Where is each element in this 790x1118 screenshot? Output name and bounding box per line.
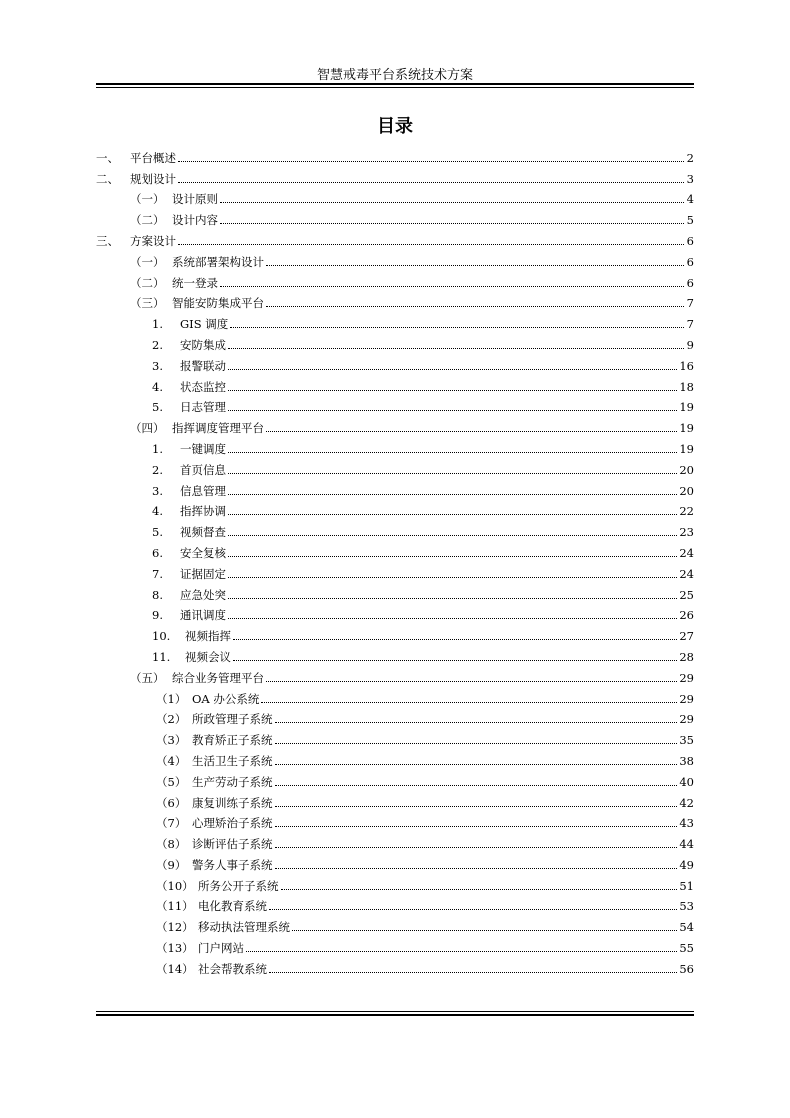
toc-entry-number: 2. [152, 462, 163, 477]
toc-entry-page: 2 [686, 150, 694, 165]
toc-dot-leader [266, 306, 684, 307]
toc-entry-page: 6 [686, 275, 694, 290]
toc-entry-number: 1. [152, 317, 163, 332]
toc-entry-number: （2） [156, 712, 187, 727]
toc-dot-leader [233, 660, 677, 661]
toc-entry-page: 5 [686, 213, 694, 228]
toc-entry-label: 诊断评估子系统 [192, 837, 273, 852]
toc-entry[interactable] [96, 894, 694, 915]
toc-entry-label: 指挥协调 [180, 504, 226, 519]
toc-entry[interactable] [96, 228, 694, 249]
toc-entry[interactable] [96, 249, 694, 270]
toc-entry[interactable] [96, 166, 694, 187]
toc-entry-page: 24 [679, 545, 694, 560]
toc-entry[interactable] [96, 187, 694, 208]
toc-entry-page: 26 [679, 608, 694, 623]
toc-entry-label: 视频督查 [180, 525, 226, 540]
toc-list [96, 145, 694, 977]
toc-entry-number: 3. [152, 358, 163, 373]
page-header-title: 智慧戒毒平台系统技术方案 [316, 68, 473, 83]
toc-entry-label: 警务人事子系统 [192, 857, 273, 872]
toc-entry-page: 56 [679, 961, 694, 976]
toc-entry-label: 一键调度 [180, 441, 226, 456]
toc-entry-page: 19 [679, 441, 694, 456]
toc-entry-number: 11. [152, 649, 171, 664]
toc-entry-number: 二、 [96, 171, 119, 186]
toc-entry[interactable] [96, 769, 694, 790]
toc-entry-number: （二） [130, 275, 165, 290]
toc-entry-number: （一） [130, 192, 165, 207]
toc-dot-leader [266, 265, 684, 266]
toc-entry[interactable] [96, 748, 694, 769]
footer-rule-thick [96, 1014, 694, 1016]
toc-entry-number: 三、 [96, 233, 119, 248]
toc-entry[interactable] [96, 623, 694, 644]
toc-entry-number: （1） [156, 691, 187, 706]
toc-entry-label: 日志管理 [180, 400, 226, 415]
toc-entry-number: 4. [152, 379, 163, 394]
toc-entry[interactable] [96, 935, 694, 956]
toc-entry-page: 18 [679, 379, 694, 394]
toc-entry-label: 康复训练子系统 [192, 795, 273, 810]
toc-entry[interactable] [96, 519, 694, 540]
toc-entry[interactable] [96, 686, 694, 707]
toc-dot-leader [228, 452, 677, 453]
toc-entry-number: 10. [152, 629, 171, 644]
toc-dot-leader [275, 743, 678, 744]
toc-entry[interactable] [96, 311, 694, 332]
toc-dot-leader [233, 639, 677, 640]
toc-dot-leader [228, 348, 684, 349]
toc-entry-label: 门户网站 [198, 941, 244, 956]
toc-entry[interactable] [96, 436, 694, 457]
toc-entry-page: 38 [679, 753, 694, 768]
toc-entry[interactable] [96, 499, 694, 520]
toc-entry-label: 视频会议 [185, 649, 231, 664]
toc-dot-leader [228, 410, 677, 411]
toc-entry-label: OA 办公系统 [192, 691, 260, 706]
toc-entry-number: （二） [130, 213, 165, 228]
toc-entry-page: 25 [679, 587, 694, 602]
toc-entry-page: 19 [679, 421, 694, 436]
toc-entry-label: 视频指挥 [185, 629, 231, 644]
toc-entry-page: 24 [679, 566, 694, 581]
toc-entry-number: 8. [152, 587, 163, 602]
toc-entry-label: 教育矫正子系统 [192, 733, 273, 748]
header-rule-thin [96, 87, 694, 88]
toc-entry-label: 智能安防集成平台 [172, 296, 264, 311]
toc-entry[interactable] [96, 270, 694, 291]
toc-entry-page: 29 [679, 712, 694, 727]
toc-entry-page: 28 [679, 649, 694, 664]
header-rule-thick [96, 83, 694, 85]
toc-entry-label: GIS 调度 [180, 317, 229, 332]
toc-entry-page: 42 [679, 795, 694, 810]
toc-entry-label: 方案设计 [130, 233, 176, 248]
toc-entry-page: 40 [679, 774, 694, 789]
toc-entry-page: 27 [679, 629, 694, 644]
toc-entry-label: 通讯调度 [180, 608, 226, 623]
toc-entry-page: 54 [679, 920, 694, 935]
toc-entry-label: 首页信息 [180, 462, 226, 477]
toc-entry-page: 6 [686, 233, 694, 248]
toc-entry-label: 证据固定 [180, 566, 226, 581]
toc-dot-leader [269, 909, 677, 910]
toc-entry-number: （一） [130, 254, 165, 269]
toc-entry[interactable] [96, 811, 694, 832]
toc-entry-label: 报警联动 [180, 358, 226, 373]
toc-entry-number: 6. [152, 545, 163, 560]
toc-entry-label: 心理矫治子系统 [192, 816, 273, 831]
toc-entry[interactable] [96, 415, 694, 436]
toc-dot-leader [275, 826, 678, 827]
toc-entry-number: （8） [156, 837, 187, 852]
toc-entry-label: 指挥调度管理平台 [172, 421, 264, 436]
toc-entry[interactable] [96, 727, 694, 748]
toc-dot-leader [228, 473, 677, 474]
toc-entry[interactable] [96, 540, 694, 561]
toc-entry[interactable] [96, 707, 694, 728]
toc-entry[interactable] [96, 831, 694, 852]
toc-entry-number: （11） [156, 899, 194, 914]
toc-entry[interactable] [96, 332, 694, 353]
toc-dot-leader [228, 390, 677, 391]
toc-entry[interactable] [96, 207, 694, 228]
toc-dot-leader [269, 972, 677, 973]
toc-entry-page: 9 [686, 337, 694, 352]
toc-entry-label: 生产劳动子系统 [192, 774, 273, 789]
toc-entry-label: 安防集成 [180, 337, 226, 352]
toc-dot-leader [178, 244, 684, 245]
toc-entry-number: （五） [130, 670, 165, 685]
toc-entry-label: 统一登录 [172, 275, 218, 290]
toc-entry-page: 43 [679, 816, 694, 831]
toc-entry[interactable] [96, 644, 694, 665]
toc-dot-leader [178, 182, 684, 183]
toc-entry-number: （7） [156, 816, 187, 831]
toc-entry-number: （4） [156, 753, 187, 768]
toc-entry[interactable] [96, 478, 694, 499]
toc-entry-page: 44 [679, 837, 694, 852]
toc-entry-page: 7 [686, 317, 694, 332]
toc-entry[interactable] [96, 790, 694, 811]
toc-dot-leader [228, 494, 677, 495]
toc-dot-leader [220, 223, 684, 224]
toc-dot-leader [275, 785, 678, 786]
toc-entry-label: 生活卫生子系统 [192, 753, 273, 768]
toc-heading: 目录 [377, 116, 413, 137]
toc-dot-leader [228, 514, 677, 515]
toc-dot-leader [230, 327, 684, 328]
toc-entry-page: 22 [679, 504, 694, 519]
toc-entry-label: 安全复核 [180, 545, 226, 560]
toc-entry-page: 6 [686, 254, 694, 269]
toc-entry-number: 一、 [96, 150, 119, 165]
toc-entry-page: 20 [679, 483, 694, 498]
toc-entry-number: （13） [156, 941, 194, 956]
toc-dot-leader [275, 847, 678, 848]
toc-entry-number: 5. [152, 525, 163, 540]
toc-entry-label: 规划设计 [130, 171, 176, 186]
toc-entry[interactable] [96, 561, 694, 582]
toc-entry-page: 29 [679, 691, 694, 706]
toc-entry-label: 综合业务管理平台 [172, 670, 264, 685]
toc-entry-label: 所务公开子系统 [198, 878, 279, 893]
toc-entry-number: （12） [156, 920, 194, 935]
footer-rule-thin [96, 1011, 694, 1012]
toc-entry-number: 9. [152, 608, 163, 623]
toc-entry-page: 35 [679, 733, 694, 748]
toc-entry-number: （9） [156, 857, 187, 872]
toc-dot-leader [275, 764, 678, 765]
toc-entry[interactable] [96, 291, 694, 312]
toc-entry-page: 7 [686, 296, 694, 311]
toc-entry-number: （10） [156, 878, 194, 893]
toc-entry-page: 20 [679, 462, 694, 477]
toc-entry-number: （5） [156, 774, 187, 789]
toc-entry-label: 平台概述 [130, 150, 176, 165]
toc-entry-label: 状态监控 [180, 379, 226, 394]
toc-entry-number: 5. [152, 400, 163, 415]
toc-entry-number: 2. [152, 337, 163, 352]
toc-dot-leader [246, 951, 677, 952]
toc-entry-page: 51 [679, 878, 694, 893]
toc-dot-leader [228, 369, 677, 370]
toc-dot-leader [275, 806, 678, 807]
toc-entry-label: 所政管理子系统 [192, 712, 273, 727]
toc-dot-leader [228, 535, 677, 536]
toc-dot-leader [228, 618, 677, 619]
toc-dot-leader [292, 930, 677, 931]
toc-entry-page: 16 [679, 358, 694, 373]
toc-dot-leader [228, 598, 677, 599]
toc-entry-number: 1. [152, 441, 163, 456]
toc-entry-page: 55 [679, 941, 694, 956]
toc-dot-leader [220, 202, 684, 203]
toc-entry-page: 29 [679, 670, 694, 685]
toc-entry-label: 移动执法管理系统 [198, 920, 290, 935]
toc-entry-number: （14） [156, 961, 194, 976]
toc-entry-number: （三） [130, 296, 165, 311]
toc-entry[interactable] [96, 145, 694, 166]
toc-dot-leader [178, 161, 684, 162]
toc-entry-page: 3 [686, 171, 694, 186]
toc-entry-number: 7. [152, 566, 163, 581]
toc-entry-page: 19 [679, 400, 694, 415]
toc-dot-leader [266, 681, 677, 682]
toc-dot-leader [275, 868, 678, 869]
toc-dot-leader [228, 577, 677, 578]
toc-entry-label: 系统部署架构设计 [172, 254, 264, 269]
toc-entry-label: 应急处突 [180, 587, 226, 602]
toc-dot-leader [261, 702, 677, 703]
toc-entry-page: 49 [679, 857, 694, 872]
toc-entry[interactable] [96, 852, 694, 873]
toc-entry-number: 4. [152, 504, 163, 519]
toc-entry-label: 设计原则 [172, 192, 218, 207]
toc-entry-label: 社会帮教系统 [198, 961, 267, 976]
toc-entry-number: 3. [152, 483, 163, 498]
toc-dot-leader [275, 722, 678, 723]
toc-entry[interactable] [96, 374, 694, 395]
toc-entry-number: （3） [156, 733, 187, 748]
toc-entry[interactable] [96, 395, 694, 416]
toc-entry-number: （四） [130, 421, 165, 436]
toc-entry-label: 设计内容 [172, 213, 218, 228]
toc-entry[interactable] [96, 956, 694, 977]
toc-dot-leader [228, 556, 677, 557]
toc-entry-page: 23 [679, 525, 694, 540]
toc-entry-number: （6） [156, 795, 187, 810]
toc-entry-label: 电化教育系统 [198, 899, 267, 914]
toc-entry[interactable] [96, 582, 694, 603]
toc-entry-page: 53 [679, 899, 694, 914]
toc-entry-page: 4 [686, 192, 694, 207]
toc-entry[interactable] [96, 914, 694, 935]
toc-entry-label: 信息管理 [180, 483, 226, 498]
toc-entry[interactable] [96, 457, 694, 478]
toc-entry[interactable] [96, 353, 694, 374]
toc-dot-leader [220, 286, 684, 287]
toc-entry[interactable] [96, 603, 694, 624]
toc-entry[interactable] [96, 873, 694, 894]
toc-dot-leader [266, 431, 677, 432]
toc-dot-leader [281, 889, 678, 890]
toc-entry[interactable] [96, 665, 694, 686]
